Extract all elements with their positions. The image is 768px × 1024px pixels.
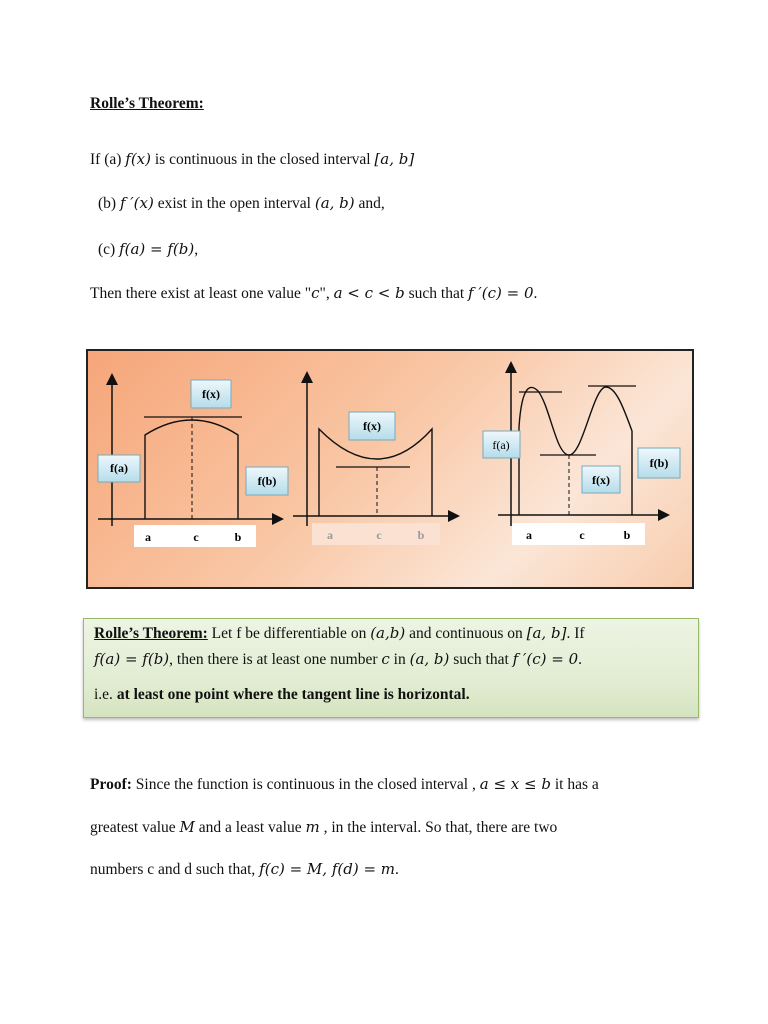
- cond-a-fx: f(x): [125, 150, 151, 168]
- proof-p3a: numbers c and d such that,: [90, 861, 260, 878]
- conclusion-c: c: [311, 284, 320, 302]
- p1-fx-label: [191, 380, 231, 408]
- p3-a-text: a: [526, 528, 532, 542]
- box-l2h: .: [578, 651, 583, 668]
- p2-a-text: a: [327, 528, 333, 542]
- conclusion-eq: f ′(c) = 0: [468, 284, 534, 302]
- cond-a-label: If (a): [90, 151, 126, 168]
- p1-a-text: a: [145, 530, 151, 544]
- proof-p1b: a ≤ x ≤ b: [479, 775, 551, 793]
- box-l1c: and continuous on: [405, 625, 527, 642]
- p2-fx-label: [349, 412, 395, 440]
- proof-p2e: , in the interval. So that, there are two: [319, 819, 558, 836]
- cond-b-post: and,: [354, 195, 385, 212]
- proof-p2b: M: [179, 818, 195, 836]
- p3-curve: [519, 387, 632, 515]
- proof-p2c: and a least value: [194, 819, 306, 836]
- panel-2: [293, 377, 454, 545]
- box-l1a: Let f be differentiable on: [207, 625, 371, 642]
- p1-fa-label: [98, 455, 140, 482]
- condition-a: [90, 150, 414, 169]
- proof-p3b: f(c) = M, f(d) = m: [259, 860, 396, 878]
- proof-p1a: Since the function is continuous in the closed interval ,: [131, 776, 480, 793]
- box-l2e: (a, b): [409, 650, 450, 668]
- box-l3b: at least one point where the tangent line is horizontal.: [116, 686, 470, 703]
- p2-axis-labels: [312, 523, 440, 545]
- proof-line-2: [90, 818, 557, 837]
- p1-b-text: b: [234, 530, 242, 544]
- heading-text: Rolle’s Theorem:: [90, 95, 204, 112]
- rolles-theorem-figure: [86, 349, 694, 589]
- p1-c-text: c: [193, 530, 199, 544]
- p2-curve: [319, 429, 432, 516]
- condition-c: [98, 240, 198, 259]
- p2-b-text: b: [417, 528, 425, 542]
- conclusion-text-2: ",: [319, 285, 334, 302]
- proof-p2a: greatest value: [90, 819, 180, 836]
- conclusion-text-3: such that: [404, 285, 469, 302]
- conclusion-text-1: Then there exist at least one value ": [90, 285, 312, 302]
- proof-p3c: .: [395, 861, 399, 878]
- conclusion-ineq: a < c < b: [333, 284, 405, 302]
- proof-p2d: m: [305, 818, 320, 836]
- proof-line-3: [90, 860, 399, 879]
- box-line-1: [94, 624, 585, 643]
- theorem-heading: [90, 95, 204, 113]
- p3-fb-text: f(b): [649, 456, 669, 470]
- cond-c-post: ,: [194, 241, 199, 258]
- p2-c-text: c: [376, 528, 382, 542]
- p3-axis-labels: [512, 523, 645, 545]
- proof-p1c: it has a: [550, 776, 599, 793]
- p3-fb-label: [638, 448, 680, 478]
- box-l2c: c: [381, 650, 390, 668]
- box-l1e: . If: [566, 625, 585, 642]
- condition-b: [98, 194, 385, 213]
- cond-b-text: exist in the open interval: [153, 195, 315, 212]
- proof-line-1: [90, 775, 599, 794]
- p1-fb-label: [246, 467, 288, 495]
- cond-b-fpx: f ′(x): [119, 194, 154, 212]
- conclusion: [90, 284, 537, 303]
- p3-fx-label: [582, 466, 620, 493]
- p1-axis-labels: [134, 525, 256, 547]
- p1-fa-text: f(a): [110, 461, 128, 475]
- box-line-3: [94, 686, 470, 704]
- p3-fa-label: [483, 431, 520, 458]
- box-title: Rolle’s Theorem:: [94, 625, 208, 642]
- box-l1b: (a,b): [370, 624, 406, 642]
- figure-svg: [88, 351, 692, 587]
- box-l2d: in: [389, 651, 410, 668]
- cond-b-label: (b): [98, 195, 120, 212]
- box-l2b: , then there is at least one number: [169, 651, 382, 668]
- p1-fb-text: f(b): [257, 474, 277, 488]
- p3-b-text: b: [623, 528, 631, 542]
- cond-c-label: (c): [98, 241, 120, 258]
- box-l2a: f(a) = f(b): [94, 650, 170, 668]
- p1-fx-text: f(x): [202, 387, 220, 401]
- box-l1d: [a, b]: [526, 624, 567, 642]
- box-l2f: such that: [449, 651, 513, 668]
- cond-a-text: is continuous in the closed interval: [151, 151, 375, 168]
- p3-fa-text: f(a): [492, 438, 510, 452]
- p3-c-text: c: [579, 528, 585, 542]
- panel-1: [98, 379, 288, 547]
- p3-fx-text: f(x): [592, 473, 610, 487]
- cond-a-interval: [a, b]: [374, 150, 415, 168]
- box-line-2: [94, 650, 582, 669]
- proof-label: Proof:: [90, 776, 132, 793]
- theorem-box: [83, 618, 699, 718]
- box-l2g: f ′(c) = 0: [512, 650, 579, 668]
- cond-c-eq: f(a) = f(b): [119, 240, 195, 258]
- box-l3a: i.e.: [94, 686, 117, 703]
- cond-b-interval: (a, b): [314, 194, 355, 212]
- panel-3: [483, 367, 680, 545]
- conclusion-post: .: [533, 285, 538, 302]
- p2-fx-text: f(x): [363, 419, 381, 433]
